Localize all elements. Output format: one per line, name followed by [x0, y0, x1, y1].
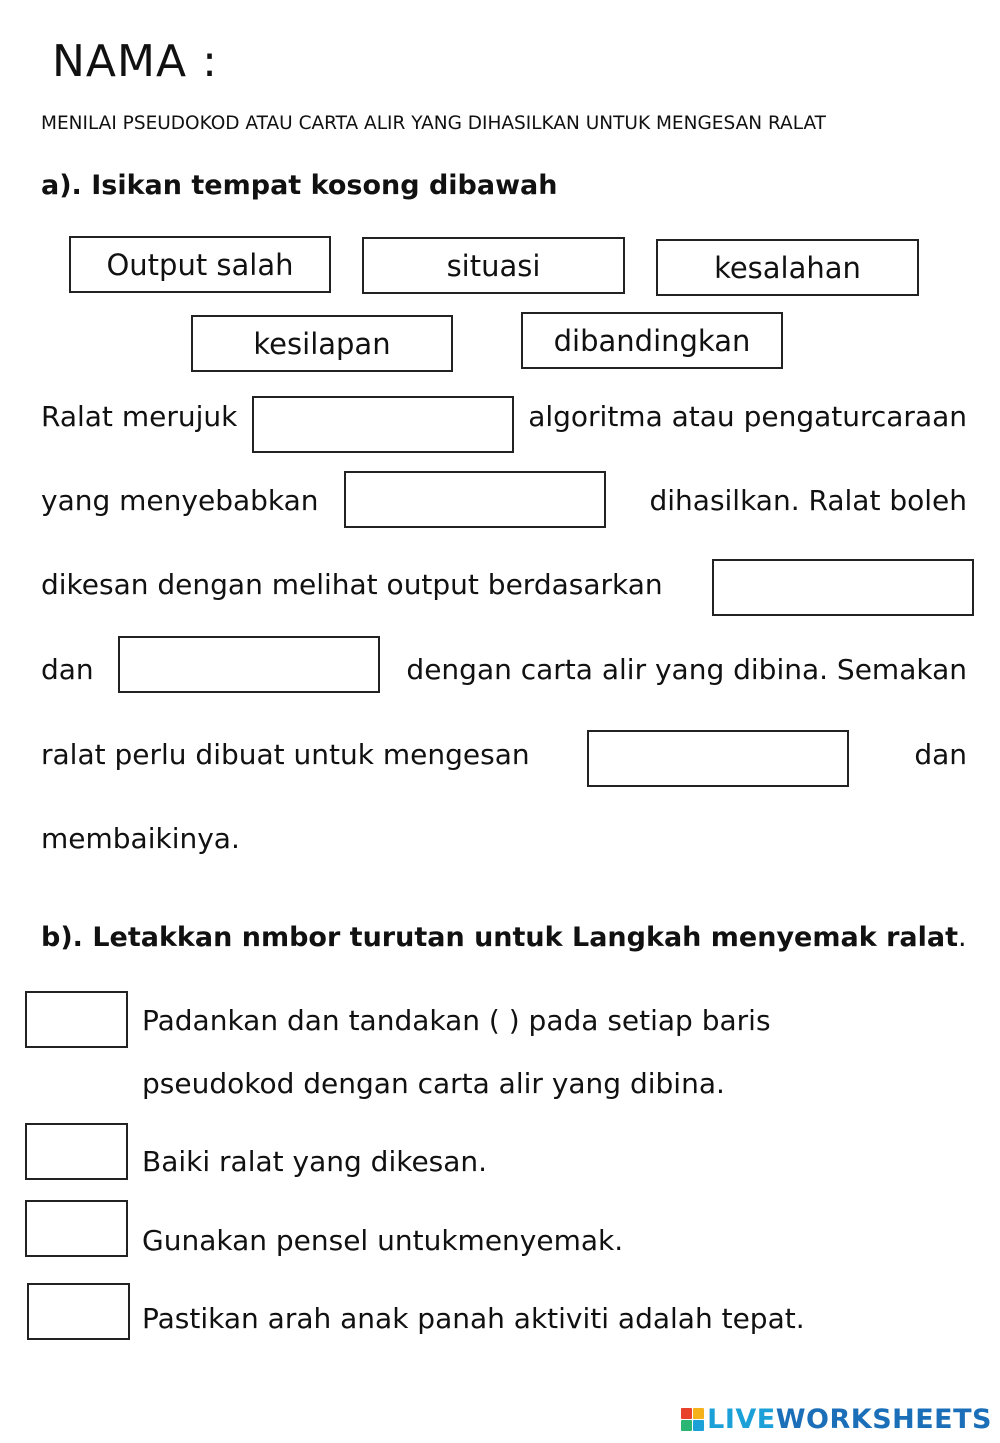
logo-tile-2	[693, 1408, 704, 1419]
text-line-1a: Ralat merujuk	[41, 400, 238, 433]
section-b-heading: b). Letakkan nmbor turutan untuk Langkah menyemak ralat.	[41, 922, 967, 953]
liveworksheets-logo[interactable]	[681, 1404, 992, 1435]
text-line-5b: dan	[914, 738, 967, 771]
step-1-line-2: pseudokod dengan carta alir yang dibina.	[142, 1067, 725, 1100]
text-line-6a: membaikinya.	[41, 822, 240, 855]
text-line-3a: dikesan dengan melihat output berdasarkan	[41, 568, 663, 601]
blank-4[interactable]	[118, 636, 380, 693]
step-number-box-4[interactable]	[27, 1283, 130, 1340]
logo-tile-4	[693, 1420, 704, 1431]
step-1-line-1: Padankan dan tandakan ( ) pada setiap baris	[142, 1004, 771, 1037]
page-subtitle: MENILAI PSEUDOKOD ATAU CARTA ALIR YANG DIHASILKAN UNTUK MENGESAN RALAT	[41, 113, 826, 134]
word-option-kesilapan[interactable]: kesilapan	[191, 315, 453, 372]
step-3-text: Gunakan pensel untukmenyemak.	[142, 1224, 624, 1257]
logo-tile-1	[681, 1408, 692, 1419]
logo-tile-3	[681, 1420, 692, 1431]
text-line-5a: ralat perlu dibuat untuk mengesan	[41, 738, 530, 771]
blank-1[interactable]	[252, 396, 514, 453]
blank-2[interactable]	[344, 471, 606, 528]
text-line-2a: yang menyebabkan	[41, 484, 319, 517]
step-2-text: Baiki ralat yang dikesan.	[142, 1145, 488, 1178]
step-number-box-3[interactable]	[25, 1200, 128, 1257]
logo-mark-icon	[681, 1408, 704, 1431]
text-line-2b: dihasilkan. Ralat boleh	[649, 484, 967, 517]
section-a-heading: a). Isikan tempat kosong dibawah	[41, 170, 558, 201]
word-option-output-salah[interactable]: Output salah	[69, 236, 331, 293]
word-option-kesalahan[interactable]: kesalahan	[656, 239, 919, 296]
word-option-situasi[interactable]: situasi	[362, 237, 625, 294]
blank-3[interactable]	[712, 559, 974, 616]
text-line-4b: dengan carta alir yang dibina. Semakan	[406, 653, 967, 686]
blank-5[interactable]	[587, 730, 849, 787]
page-title: NAMA :	[52, 36, 218, 87]
text-line-4a: dan	[41, 653, 94, 686]
text-line-1b: algoritma atau pengaturcaraan	[528, 400, 967, 433]
logo-text: LIVEWORKSHEETS	[707, 1404, 992, 1435]
step-number-box-2[interactable]	[25, 1123, 128, 1180]
step-number-box-1[interactable]	[25, 991, 128, 1048]
step-4-text: Pastikan arah anak panah aktiviti adalah tepat.	[142, 1302, 805, 1335]
word-option-dibandingkan[interactable]: dibandingkan	[521, 312, 783, 369]
